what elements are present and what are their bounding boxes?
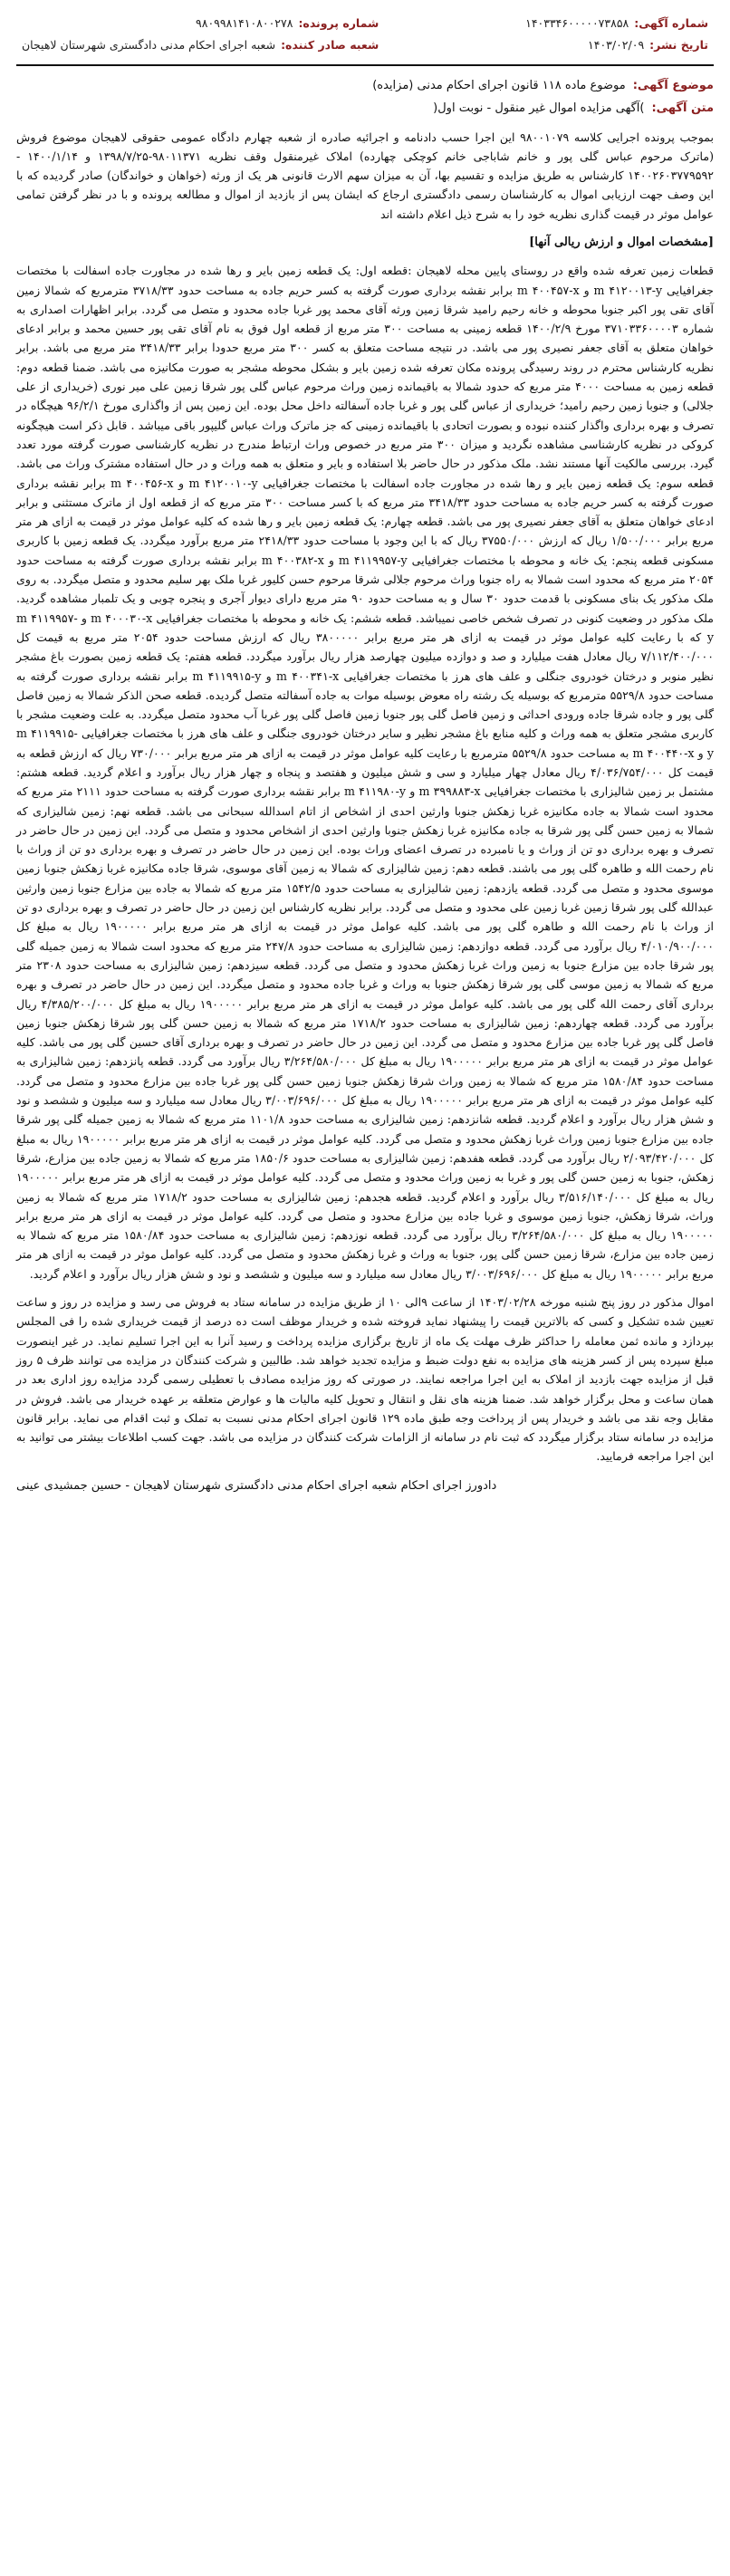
date-cell bbox=[397, 38, 708, 53]
closing-paragraph: اموال مذکور در روز پنج شنبه مورخه ۱۴۰۳/۰۲/۲۸ از ساعت ۹الی ۱۰ از طریق مزایده در سامانه ستاد به فروش می رسد و مزایده در روز و ساعت تعیین شده تشکیل و کسی که بالاترین قیمت را پیشنهاد نماید فروخته شده و خریدار موظف است ده درصد از قیمت خریداری شده را فی المجلس بپردازد و مانده ثمن معامله را حداکثر ظرف مهلت یک ماه از تاریخ برگزاری مزایده پرداخت و رسید آنرا به این اجرا تسلیم نماید. در غیر اینصورت مبلغ سپرده پس از کسر هزینه های مزایده به نفع دولت ضبط و مزایده تجدید خواهد شد. طالبین و شرکت کنندگان در مزایده می توانند ظرف ۵ روز قبل از مزایده جهت بازدید از املاک به این اجرا مراجعه نمایند. در صورتی که روز مزایده مصادف با تعطیلی رسمی گردد مزایده روز اداری بعد در همان ساعت و محل برگزار خواهد شد. ضمنا هزینه های نقل و انتقال و تحویل کلیه مالیات ها و عوارض متعلقه بر عهده خریدار می باشد. فروش در مقابل وجه نقد می باشد و خریدار پس از پرداخت وجه طبق ماده ۱۲۹ قانون اجرای احکام مدنی نسبت به تملک و ثبت اقدام می نماید. برابر قانون مزایده در سامانه ستاد برگزار میگردد که ثبت نام در سامانه از الزامات شرکت کنندگان در مزایده می باشد. جهت کسب اطلاعات بیشتر می توانید به این اجرا مراجعه فرمایید. bbox=[16, 1295, 714, 1464]
subject-row bbox=[16, 79, 714, 92]
ad-number-cell bbox=[397, 16, 708, 31]
ad-type-label: متن آگهی: bbox=[651, 101, 714, 115]
date-label: تاریخ نشر: bbox=[649, 38, 708, 53]
ad-number: ۱۴۰۳۳۴۶۰۰۰۰۰۷۳۸۵۸ bbox=[525, 16, 629, 30]
ad-header bbox=[16, 13, 714, 66]
intro-paragraph: بموجب پرونده اجرایی کلاسه ۹۸۰۰۱۰۷۹ این اجرا حسب دادنامه و اجرائیه صادره از شعبه چهارم دادگاه عمومی حقوقی لاهیجان موضوع فروش (ماترک مرحوم عباس گلی پور و خانم شاباجی خانم کوچکی چهارده) املاک غیرمنقول وقف نظریه ۹۸۰۱۱۳۷۱-۱۳۹۸/۷/۲۵ و ۱۴۰۰/۱/۱۴ - ۱۴۰۰۲۶۰۳۷۷۹۵۹۲ کارشناس به طریق مزایده و تقسیم بها، آن به میزان سهم الارث قانونی هر یک از ورثه (خواهان و خواندگان) صادر گردیده که با این وصف جهت ارزیابی اموال به کارشناسان رسمی دادگستری ارجاع که ایشان پس از بازدید از اموال و مطالعه پرونده و با در نظر گرفتن تمامی عوامل موثر در قیمت گذاری نظریه خود را به شرح ذیل اعلام داشته اند bbox=[16, 130, 714, 221]
ad-type-value: )آگهی مزایده اموال غیر منقول - نوبت اول( bbox=[433, 101, 645, 115]
ad-number-label: شماره آگهی: bbox=[634, 16, 708, 30]
section-heading: [مشخصات اموال و ارزش ریالی آنها] bbox=[529, 235, 714, 249]
issuer-cell bbox=[22, 38, 379, 53]
case-number-label: شماره پرونده: bbox=[298, 16, 379, 30]
case-number: ۹۸۰۹۹۸۱۴۱۰۸۰۰۲۷۸ bbox=[196, 16, 293, 30]
subject-label: موضوع آگهی: bbox=[632, 78, 714, 92]
case-number-cell bbox=[22, 16, 379, 31]
signature: دادورز اجرای احکام شعبه اجرای احکام مدنی دادگستری شهرستان لاهیجان - حسین جمشیدی عینی bbox=[16, 1478, 497, 1493]
subject-value: موضوع ماده ۱۱۸ قانون اجرای احکام مدنی (مزایده) bbox=[372, 78, 626, 92]
ad-type-row bbox=[16, 101, 714, 115]
ad-body bbox=[16, 128, 714, 1466]
details-paragraph: قطعات زمین تعرفه شده واقع در روستای پایین محله لاهیجان :قطعه اول: یک قطعه زمین بایر و رها شده در مجاورت جاده اسفالت با مختصات جغرافیایی m ۴۱۲۰۰۱۳-y و m ۴۰۰۴۵۷-x برابر نقشه برداری صورت گرفته به کسر حریم جاده به مساحت حدود ۳۷۱۸/۳۳ مترمربع که شمالا زمین آقای تقی پور اکبر جنوبا محوطه و خانه رحیم رامید شرقا زمین ورثه آقای محمد پور غربا جاده محدود و متصل می گردد. برابر اظهارات اصداری به شماره ۳۷۱۰۳۳۶۰۰۰۰۳ مورخ ۱۴۰۰/۲/۹ قطعه زمینی به مساحت ۳۰۰ متر مربع از قطعه اول فوق به نام آقای تقی پور حسین محمد و برابر ادعای خواهان متعلق به آقای جعفر نصیری پور می باشد. در نتیجه مساحت متعلق به کسر ۳۰۰ متر مربع حدودا برابر ۳۴۱۸/۳۳ متر مربع می باشد. برابر نظریه کارشناس محترم در روند رسیدگی پرونده مکان تعرفه شده زمین بایر و بشکل محوطه مشجر به صورت مکانیزه می باشد. ضمنا قطعه دوم: قطعه زمین به مساحت ۴۰۰۰ متر مربع که حدود شمالا به باقیمانده زمین وراث مرحوم عباس گلی پور شرقا زمین علی میر نوری (خریداری از علی جلالی) و جنوبا زمین رحیم رامید؛ خریداری از عباس گلی پور و غربا جاده آسفالته داخل محل بوده. این زمین پس از واگذاری مورخ ۹۶/۲/۱ هیچگاه در تصرف و بهره برداری واگذار کننده نبوده و بصورت اتحادی با باقیمانده زمینی که جز ماترک وراث عباس گلیپور باقی میباشد . قابل ذکر است هیچگونه کروکی در نظریه کارشناسی مشاهده نگردید و میزان ۳۰۰ متر مربع در خصوص وراث ارتباط مندرج در نظریه کارشناسی صورت گرفته مورد تعدد گیرد. بررسی مالکیت آنها مستند نشد. ملک مذکور در حال حاضر بلا استفاده و بایر و متعلق به همه وراث و در حال استفاده مشترک وراث می باشد. قطعه سوم: یک قطعه زمین بایر و رها شده در مجاورت جاده اسفالت با مختصات جغرافیایی m ۴۱۲۰۰۱۰-y و m ۴۰۰۴۵۶-x برابر نقشه برداری صورت گرفته به کسر حریم جاده به مساحت حدود ۳۴۱۸/۳۳ متر مربع که با کسر مساحت ۳۰۰ متر مربع که از قطعه اول از ماترک مستثنی و برابر ادعای خواهان متعلق به آقای جعفر نصیری پور می باشد. قطعه چهارم: یک قطعه زمین بایر و رها شده که کلیه عوامل موثر در قیمت به ازای هر متر مربع برابر ۱/۵۰۰/۰۰۰ ریال که ارزش ۳۷۵۵۰/۰۰۰ ریال که با این وجود با مساحت حدود ۲۴۱۸/۳۳ متر مربع برآورد میگردد. یک قطعه زمین با کاربری مسکونی قطعه پنجم: یک خانه و محوطه با مختصات جغرافیایی m ۴۱۱۹۹۵۷-y و m ۴۰۰۳۸۲-x برابر نقشه برداری صورت گرفته به مساحت حدود ۲۰۵۴ متر مربع که محدود است شمالا به راه جنوبا وراث مرحوم جلالی شرقا مرحوم حسن کلیور غربا ملک بهر سلیم محدود و متصل میگردد. به روی ملک مذکور یک بنای مسکونی با قدمت حدود ۳۰ سال و به مساحت حدود ۹۰ متر مربع دارای دیوار آجری و پنجره چوبی و یک تلمبار مشاهده گردید. ملک مذکور در وضعیت کنونی در تصرف شخص خاصی نمیباشد. قطعه ششم: یک خانه و محوطه با مختصات جغرافیایی m ۴۰۰۰۳۰-x و m ۴۱۱۹۹۵۷-y که با رعایت کلیه عوامل موثر در قیمت به ازای هر متر مربع برابر ۳۸۰۰۰۰۰ ریال که ارزش مساحت حدود ۲۰۵۴ متر مربع به قیمت کل ۷/۱۱۲/۴۰۰/۰۰۰ ریال معادل هفت میلیارد و صد و دوازده میلیون چهارصد هزار ریال برآورد میگردد. قطعه هفتم: یک قطعه زمین بصورت باغ مشجر نظیر منوبر و درختان خودروی جنگلی و علف های هرز با مختصات جغرافیایی m ۴۰۰۳۴۱-x و m ۴۱۱۹۹۱۵-y برابر نقشه برداری صورت گرفته به مساحت حدود ۵۵۲۹/۸ مترمربع که بوسیله یک رشته راه معوض بوسیله موات به جاده آسفالته متصل گردیده. قطعه صحن الذکر شمالا به زمین فاصل گلی پور و جاده شرقا جاده ورودی احداثی و زمین فاصل گلی پور جنوبا زمین فاصل گلی پور غربا آب محدود متصل میگردد. به علت وضعیت مشجر با کاربری مشجر متعلق به همه وراث و کلیه منابع باغ مشجر نظیر و سایر درختان خودروی جنگلی و علف های هرز با مختصات جغرافیایی m ۴۱۱۹۹۱۵-y و m ۴۰۰۴۴۰-x به مساحت حدود ۵۵۲۹/۸ مترمربع با رعایت کلیه عوامل موثر در قیمت به ازای هر متر مربع برابر ۷۳۰/۰۰۰ ریال که ارزش قطعه به قیمت کل ۴/۰۳۶/۷۵۴/۰۰۰ ریال معادل چهار میلیارد و سی و شش میلیون و هفتصد و پنجاه و چهار هزار ریال برآورد و اعلام گردید. قطعه هشتم: مشتمل بر زمین شالیزاری با مختصات جغرافیایی m ۳۹۹۸۸۳-x و m ۴۱۱۹۸۰-y برابر نقشه برداری صورت گرفته به مساحت حدود ۲۱۱۱ متر مربع که محدود است شمالا به جاده مکانیزه غربا زهکش جنوبا وارثین احدی از اشخاص از اتام اسدالله سبحانی می باشد. قطعه نهم: زمین شالیزاری که شمالا به زمین حسن گلی پور شرقا به جاده مکانیزه غربا زهکش جنوبا وارثین احدی از اشخاص محدود و متصل می گردد. این زمین در حال حاضر در تصرف و بهره برداری دو تن از وراث و یا نامبرده در تصرف اعضای وراث بوده. این زمین در حال حاضر در تصرف و بهره برداری دو تن از وراث با نام رحمت الله و طاهره گلی پور می باشند. قطعه دهم: زمین شالیزاری که شمالا به زمین آقای موسوی، شرقا جاده مکانیزه غربا زهکش جنوبا زمین موسوی محدود و متصل می گردد. قطعه یازدهم: زمین شالیزاری به مساحت حدود ۱۵۴۲/۵ متر مربع که شمالا به جاده بین مزارع جنوبا زمین وارثین عبدالله گلی پور شرقا زمین غربا زمین علی محدود و متصل می گردد. برابر نظریه کارشناس این زمین در حال حاضر در تصرف و بهره برداری دو تن از وراث با نام رحمت الله و طاهره گلی پور می باشد. کلیه عوامل موثر در قیمت به ازای هر متر مربع برابر ۱۹۰۰۰۰۰ ریال به مبلغ کل ۴/۰۱۰/۹۰۰/۰۰۰ ریال برآورد می گردد. قطعه دوازدهم: زمین شالیزاری به مساحت حدود ۲۴۷/۸ متر مربع که محدود است شمالا به زمین جمیله گلی پور شرقا جاده بین مزارع جنوبا به زمین وراث غربا زهکش محدود و متصل می گردد. قطعه سیزدهم: زمین شالیزاری به مساحت حدود ۲۳۰۸ متر مربع که شمالا به زمین موسی گلی پور شرقا زهکش جنوبا به وراث و غربا جاده محدود و متصل میگردد. این زمین در حال حاضر در تصرف و بهره برداری آقای رحمت الله گلی پور می باشد. کلیه عوامل موثر در قیمت به ازای هر متر مربع برابر ۱۹۰۰۰۰۰ ریال به مبلغ کل ۴/۳۸۵/۲۰۰/۰۰۰ ریال برآورد می گردد. قطعه چهاردهم: زمین شالیزاری به مساحت حدود ۱۷۱۸/۲ متر مربع که شمالا به زمین حسن گلی پور شرقا زهکش جنوبا زمین فاصل گلی پور غربا جاده بین مزارع محدود و متصل می گردد. این زمین در حال حاضر در تصرف و بهره برداری آقای حسین گلی پور می باشد. کلیه عوامل موثر در قیمت به ازای هر متر مربع برابر ۱۹۰۰۰۰۰ ریال به مبلغ کل ۳/۲۶۴/۵۸۰/۰۰۰ ریال برآورد می گردد. قطعه پانزدهم: زمین شالیزاری به مساحت حدود ۱۵۸۰/۸۴ متر مربع که شمالا به زمین وراث شرقا زهکش جنوبا زمین حسن گلی پور غربا جاده بین مزارع محدود و متصل می گردد. کلیه عوامل موثر در قیمت به ازای هر متر مربع برابر ۱۹۰۰۰۰۰ ریال به مبلغ کل ۳/۰۰۳/۶۹۶/۰۰۰ ریال معادل سه میلیارد و سه میلیون و ششصد و نود و شش هزار ریال برآورد و اعلام گردید. قطعه شانزدهم: زمین شالیزاری به مساحت حدود ۱۱۰۱/۸ متر مربع که شمالا به زمین جمیله گلی پور شرقا جاده بین مزارع جنوبا زمین وراث غربا زهکش محدود و متصل می گردد. کلیه عوامل موثر در قیمت به ازای هر متر مربع برابر ۱۹۰۰۰۰۰ ریال به مبلغ کل ۲/۰۹۳/۴۲۰/۰۰۰ ریال برآورد می گردد. قطعه هفدهم: زمین شالیزاری به مساحت حدود ۱۸۵۰/۶ متر مربع که شمالا به زمین جاده بین مزارع، شرقا زهکش، جنوبا به زمین حسن گلی پور و غربا به زمین وراث محدود و متصل می گردد. کلیه عوامل موثر در قیمت به ازای هر متر مربع برابر ۱۹۰۰۰۰۰ ریال به مبلغ کل ۳/۵۱۶/۱۴۰/۰۰۰ ریال برآورد و اعلام گردید. قطعه هجدهم: زمین شالیزاری به مساحت حدود ۱۷۱۸/۲ متر مربع که شمالا به زمین وراث، شرقا زهکش، جنوبا زمین موسوی و غربا جاده بین مزارع محدود و متصل می گردد. کلیه عوامل موثر در قیمت به ازای هر متر مربع برابر ۱۹۰۰۰۰۰ ریال به مبلغ کل ۳/۲۶۴/۵۸۰/۰۰۰ ریال برآورد می گردد. قطعه نوزدهم: زمین شالیزاری به مساحت حدود ۱۵۸۰/۸۴ متر مربع که شمالا به زمین جاده بین مزارع، شرقا زمین حسن گلی پور، جنوبا به وراث و غربا زهکش محدود و متصل می گردد. کلیه عوامل موثر در قیمت به ازای هر متر مربع برابر ۱۹۰۰۰۰۰ ریال به مبلغ کل ۳/۰۰۳/۶۹۶/۰۰۰ ریال معادل سه میلیارد و سه میلیون و ششصد و نود و شش هزار ریال برآورد و اعلام گردید. bbox=[16, 264, 715, 1281]
issuer-label: شعبه صادر کننده: bbox=[281, 38, 379, 53]
publish-date: ۱۴۰۳/۰۲/۰۹ bbox=[588, 38, 645, 53]
issuer: شعبه اجرای احکام مدنی دادگستری شهرستان لاهیجان bbox=[22, 38, 276, 53]
